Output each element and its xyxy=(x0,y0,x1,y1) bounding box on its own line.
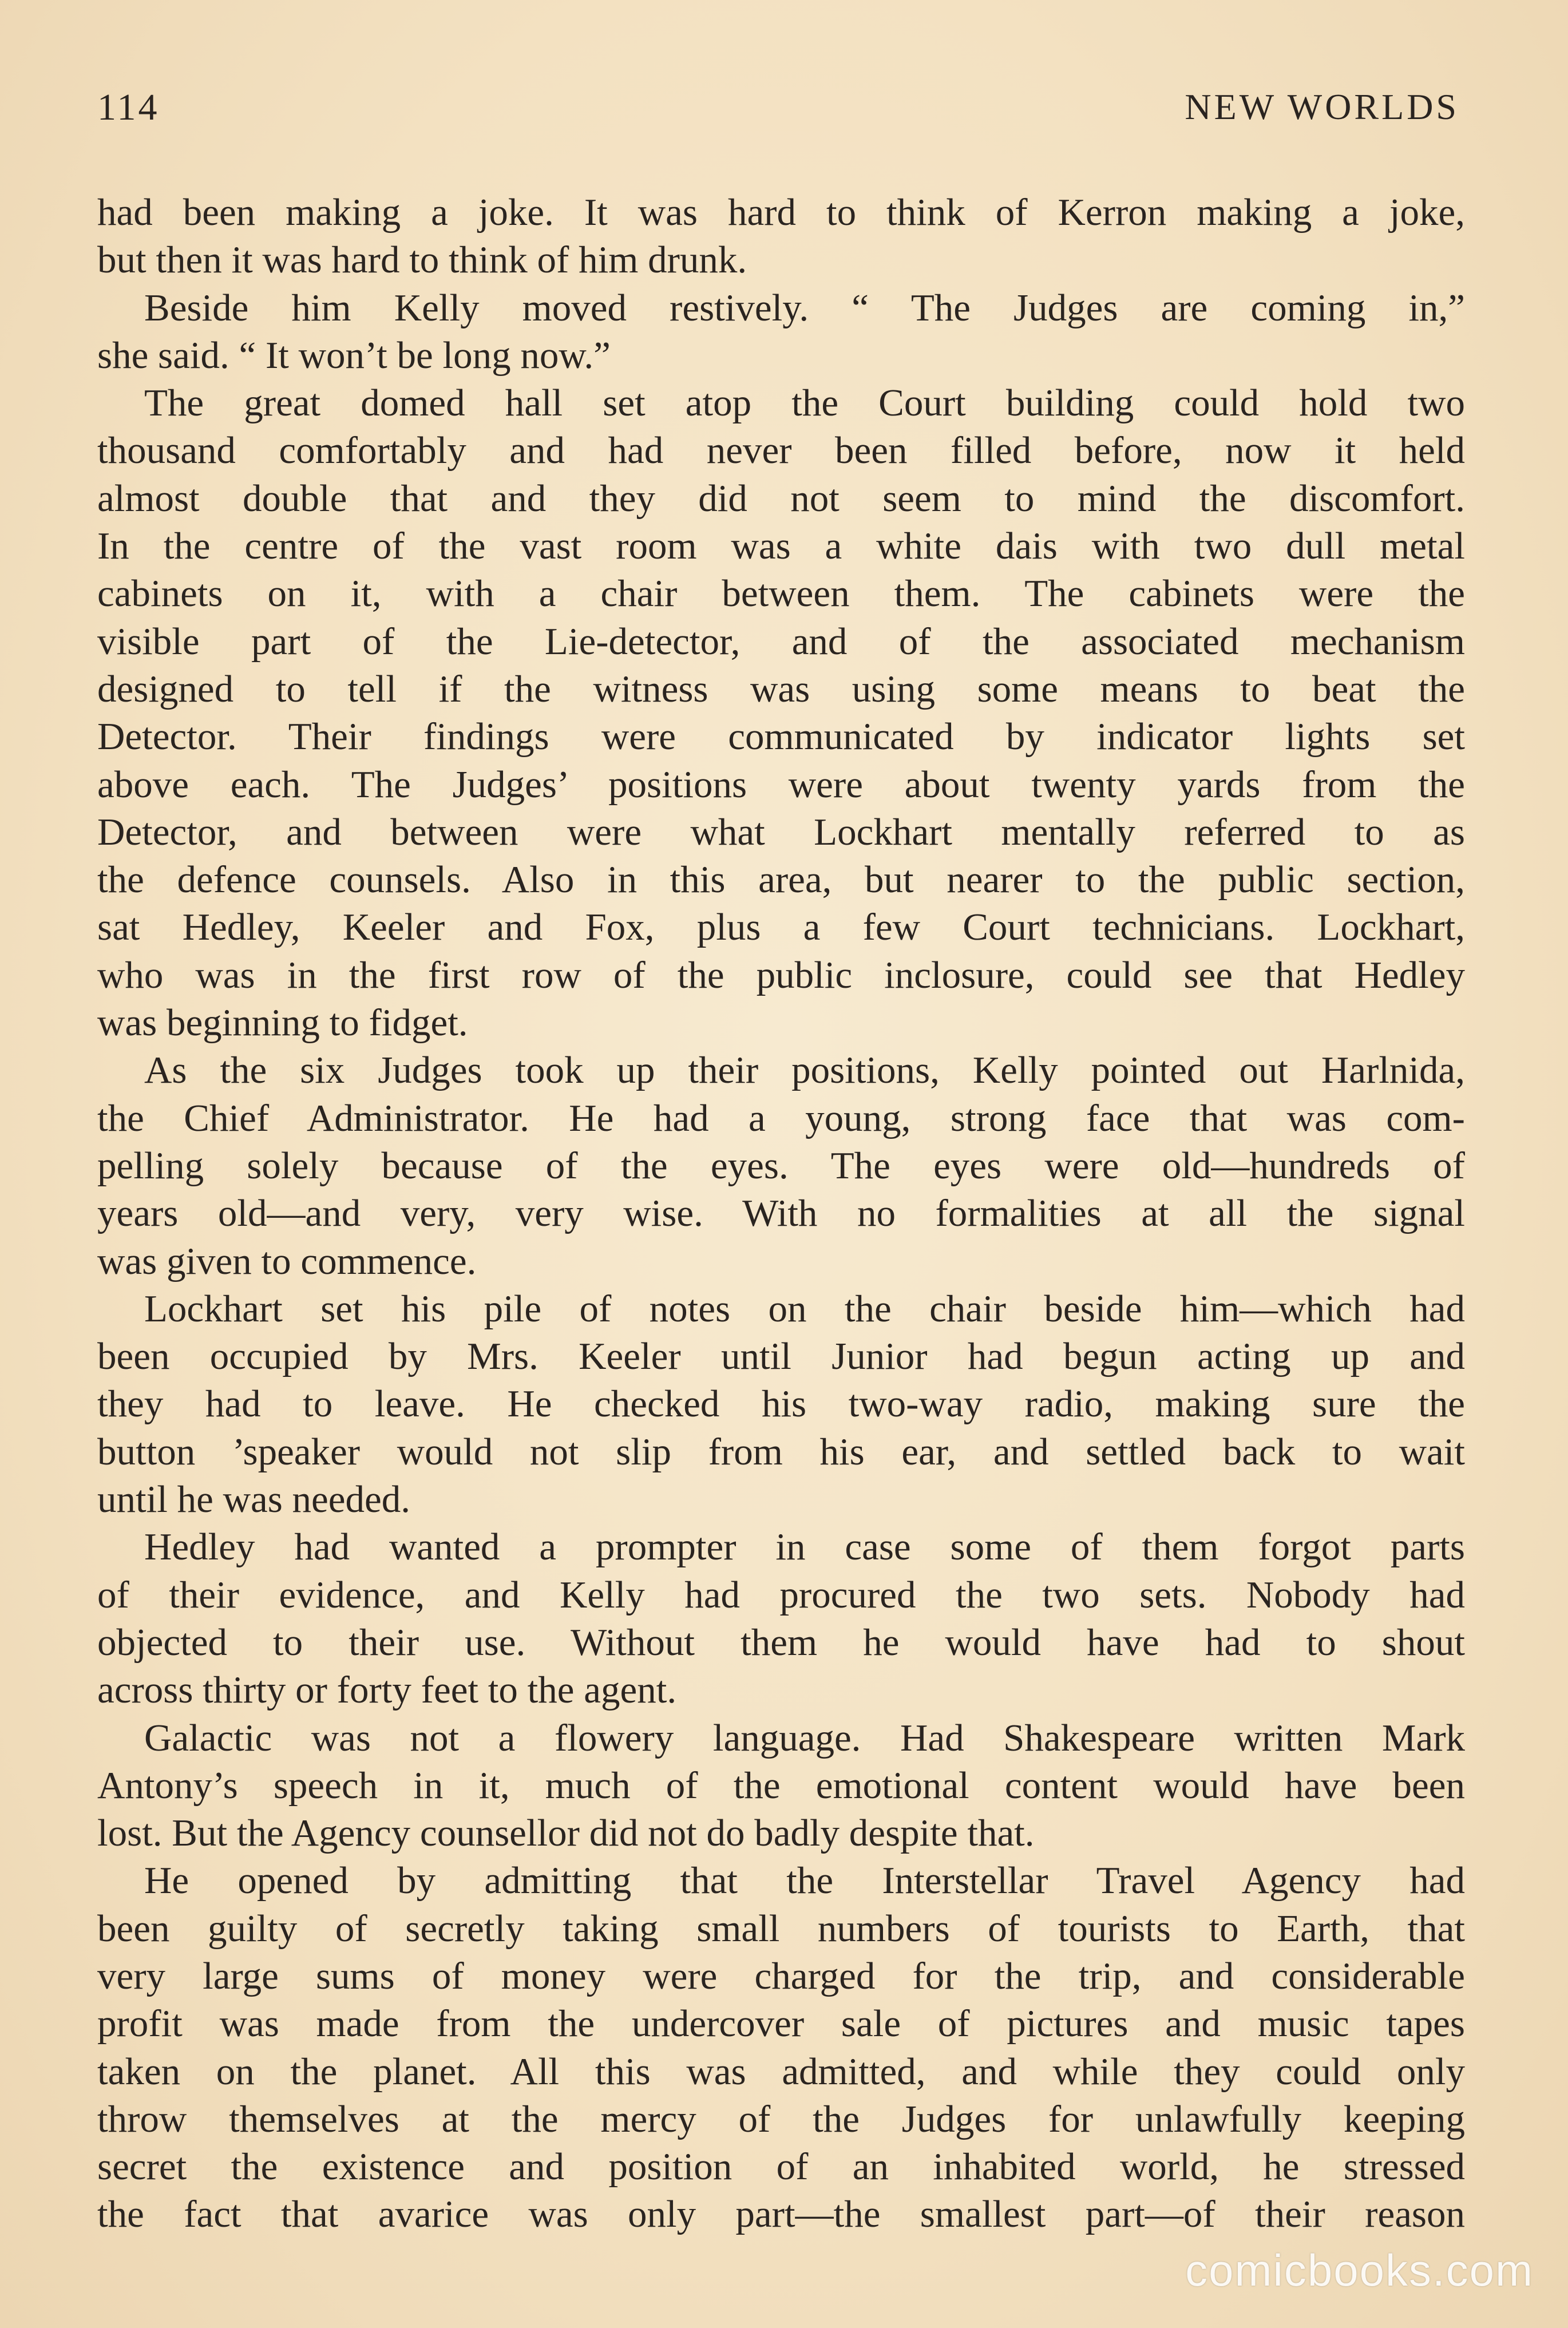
text-line: lost. But the Agency counsellor did not do badly despite that. xyxy=(97,1812,1035,1855)
text-line: was beginning to fidget. xyxy=(97,1001,468,1044)
body-text xyxy=(97,189,1465,2239)
text-line: the fact that avarice was only part—the smallest part—of their reason xyxy=(97,2193,1465,2236)
text-line: taken on the planet. All this was admitted, and while they could only xyxy=(97,2050,1465,2093)
paragraph xyxy=(97,379,1465,1047)
text-line: He opened by admitting that the Interstellar Travel Agency had xyxy=(144,1859,1465,1902)
text-line: visible part of the Lie-detector, and of the associated mechanism xyxy=(97,620,1465,663)
text-line: Hedley had wanted a prompter in case some of them forgot parts xyxy=(144,1526,1465,1569)
paragraph xyxy=(97,1047,1465,1285)
page-number: 114 xyxy=(97,86,160,128)
text-line: but then it was hard to think of him drunk. xyxy=(97,239,747,282)
text-line: who was in the first row of the public inclosure, could see that Hedley xyxy=(97,953,1465,996)
text-line: of their evidence, and Kelly had procured the two sets. Nobody had xyxy=(97,1573,1465,1616)
text-line: designed to tell if the witness was using some means to beat the xyxy=(97,667,1465,710)
text-line: cabinets on it, with a chair between them. The cabinets were the xyxy=(97,572,1465,615)
paragraph xyxy=(97,1523,1465,1714)
text-line: been guilty of secretly taking small numbers of tourists to Earth, that xyxy=(97,1907,1465,1950)
text-line: thousand comfortably and had never been filled before, now it held xyxy=(97,429,1465,472)
text-line: was given to commence. xyxy=(97,1240,477,1282)
text-line: until he was needed. xyxy=(97,1478,410,1521)
paragraph xyxy=(97,1857,1465,2238)
text-line: The great domed hall set atop the Court building could hold two xyxy=(144,382,1465,425)
text-line: been occupied by Mrs. Keeler until Junior had begun acting up and xyxy=(97,1335,1465,1378)
text-line: almost double that and they did not seem to mind the discomfort. xyxy=(97,477,1465,520)
text-line: secret the existence and position of an inhabited world, he stressed xyxy=(97,2145,1465,2188)
text-line: Detector, and between were what Lockhart mentally referred to as xyxy=(97,810,1465,853)
text-line: years old—and very, very wise. With no formalities at all the signal xyxy=(97,1192,1465,1235)
page-header xyxy=(97,86,1459,137)
text-line: they had to leave. He checked his two-way radio, making sure the xyxy=(97,1383,1465,1426)
paragraph xyxy=(97,1285,1465,1523)
text-line: Lockhart set his pile of notes on the chair beside him—which had xyxy=(144,1287,1465,1330)
text-line: across thirty or forty feet to the agent. xyxy=(97,1669,677,1712)
text-line: very large sums of money were charged for the trip, and considerable xyxy=(97,1954,1465,1997)
watermark: comicbooks.com xyxy=(1185,2245,1534,2295)
text-line: throw themselves at the mercy of the Judges for unlawfully keeping xyxy=(97,2097,1465,2140)
paragraph xyxy=(97,189,1465,284)
text-line: Galactic was not a flowery language. Had Shakespeare written Mark xyxy=(144,1716,1465,1759)
text-line: button ’speaker would not slip from his ear, and settled back to wait xyxy=(97,1430,1465,1473)
text-line: the Chief Administrator. He had a young, strong face that was com- xyxy=(97,1096,1465,1139)
text-line: the defence counsels. Also in this area, but nearer to the public section, xyxy=(97,858,1465,901)
text-line: Antony’s speech in it, much of the emotional content would have been xyxy=(97,1764,1465,1807)
text-line: objected to their use. Without them he would have had to shout xyxy=(97,1621,1465,1664)
text-line: As the six Judges took up their positions, Kelly pointed out Harlnida, xyxy=(144,1049,1465,1092)
text-line: profit was made from the undercover sale of pictures and music tapes xyxy=(97,2002,1465,2045)
text-line: sat Hedley, Keeler and Fox, plus a few Court technicians. Lockhart, xyxy=(97,906,1465,949)
text-line: she said. “ It won’t be long now.” xyxy=(97,334,611,377)
text-line: had been making a joke. It was hard to think of Kerron making a joke, xyxy=(97,191,1465,233)
text-line: above each. The Judges’ positions were about twenty yards from the xyxy=(97,763,1465,806)
text-line: pelling solely because of the eyes. The eyes were old—hundreds of xyxy=(97,1144,1465,1187)
paragraph xyxy=(97,1715,1465,1858)
text-line: Beside him Kelly moved restively. “ The Judges are coming in,” xyxy=(144,286,1465,329)
text-line: Detector. Their findings were communicated by indicator lights set xyxy=(97,715,1465,758)
running-head: NEW WORLDS xyxy=(1185,86,1459,127)
text-line: In the centre of the vast room was a white dais with two dull metal xyxy=(97,525,1465,568)
paragraph xyxy=(97,284,1465,380)
